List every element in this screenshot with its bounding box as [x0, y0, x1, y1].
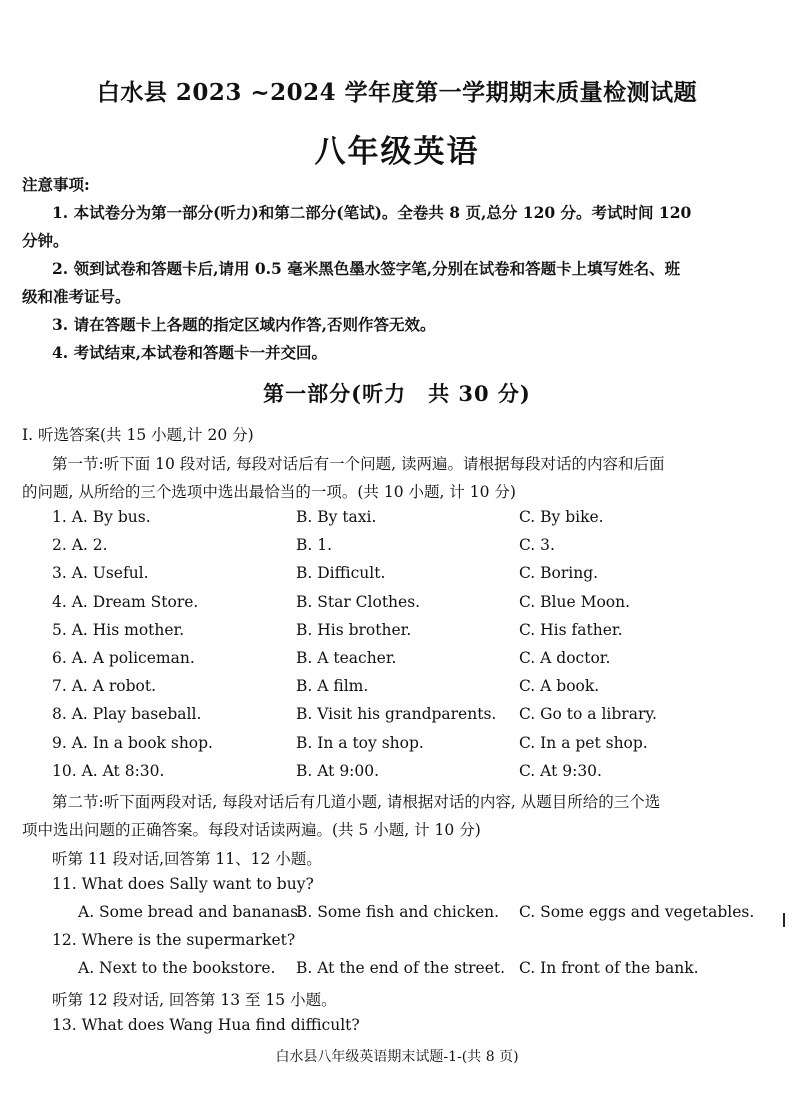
question-5-option-a: 5. A. His mother.: [52, 621, 185, 639]
question-11-stem: 11. What does Sally want to buy?: [52, 875, 314, 893]
section-one-heading: Ⅰ. 听选答案(共 15 小题,计 20 分): [22, 426, 254, 444]
question-12-option-c: C. In front of the bank.: [519, 959, 699, 977]
question-4-option-a: 4. A. Dream Store.: [52, 593, 199, 611]
question-12-option-a: A. Next to the bookstore.: [78, 959, 276, 977]
dialog-12-intro: 听第 12 段对话, 回答第 13 至 15 小题。: [52, 991, 337, 1009]
question-9-option-a: 9. A. In a book shop.: [52, 734, 213, 752]
question-11-option-c: C. Some eggs and vegetables.: [519, 903, 755, 921]
part-one-title: 第一部分(听力 共 30 分): [263, 381, 531, 406]
question-11-option-a: A. Some bread and bananas.: [78, 903, 303, 921]
notice-item-2-line-2: 级和准考证号。: [22, 287, 131, 306]
exam-subject: 八年级英语: [314, 134, 480, 170]
notice-item-3: 3. 请在答题卡上各题的指定区域内作答,否则作答无效。: [52, 315, 436, 334]
question-1-option-c: C. By bike.: [519, 508, 604, 526]
question-3-option-b: B. Difficult.: [296, 564, 386, 582]
question-1-option-b: B. By taxi.: [296, 508, 377, 526]
subsection-one-instructions-line-2: 的问题, 从所给的三个选项中选出最恰当的一项。(共 10 小题, 计 10 分): [22, 483, 516, 501]
question-8-option-b: B. Visit his grandparents.: [296, 705, 497, 723]
notice-heading: 注意事项:: [22, 175, 90, 194]
question-6-option-b: B. A teacher.: [296, 649, 397, 667]
notice-item-2-line-1: 2. 领到试卷和答题卡后,请用 0.5 毫米黑色墨水签字笔,分别在试卷和答题卡上填写姓名、班: [52, 259, 681, 278]
notice-item-1-line-1: 1. 本试卷分为第一部分(听力)和第二部分(笔试)。全卷共 8 页,总分 120 分。考试时间 120: [52, 203, 692, 222]
subsection-two-instructions-line-2: 项中选出问题的正确答案。每段对话读两遍。(共 5 小题, 计 10 分): [22, 821, 481, 839]
dialog-11-intro: 听第 11 段对话,回答第 11、12 小题。: [52, 850, 322, 868]
question-6-option-a: 6. A. A policeman.: [52, 649, 195, 667]
exam-title: 白水县 2023 ~2024 学年度第一学期期末质量检测试题: [96, 79, 698, 106]
question-7-option-b: B. A film.: [296, 677, 369, 695]
question-4-option-c: C. Blue Moon.: [519, 593, 631, 611]
question-2-option-a: 2. A. 2.: [52, 536, 108, 554]
question-8-option-c: C. Go to a library.: [519, 705, 657, 723]
question-3-option-c: C. Boring.: [519, 564, 599, 582]
question-8-option-a: 8. A. Play baseball.: [52, 705, 202, 723]
question-9-option-b: B. In a toy shop.: [296, 734, 424, 752]
scan-mark: [783, 913, 785, 927]
subsection-one-instructions-line-1: 第一节:听下面 10 段对话, 每段对话后有一个问题, 读两遍。请根据每段对话的内容和后面: [52, 455, 665, 473]
question-3-option-a: 3. A. Useful.: [52, 564, 149, 582]
question-7-option-a: 7. A. A robot.: [52, 677, 157, 695]
question-6-option-c: C. A doctor.: [519, 649, 611, 667]
question-12-option-b: B. At the end of the street.: [296, 959, 506, 977]
question-10-option-a: 10. A. At 8:30.: [52, 762, 165, 780]
question-13-stem: 13. What does Wang Hua find difficult?: [52, 1016, 360, 1034]
question-2-option-c: C. 3.: [519, 536, 555, 554]
question-7-option-c: C. A book.: [519, 677, 600, 695]
notice-item-4: 4. 考试结束,本试卷和答题卡一并交回。: [52, 343, 327, 362]
question-11-option-b: B. Some fish and chicken.: [296, 903, 500, 921]
notice-item-1-line-2: 分钟。: [22, 231, 69, 250]
question-1-option-a: 1. A. By bus.: [52, 508, 151, 526]
question-4-option-b: B. Star Clothes.: [296, 593, 421, 611]
question-5-option-b: B. His brother.: [296, 621, 412, 639]
question-10-option-c: C. At 9:30.: [519, 762, 602, 780]
question-9-option-c: C. In a pet shop.: [519, 734, 648, 752]
question-5-option-c: C. His father.: [519, 621, 623, 639]
subsection-two-instructions-line-1: 第二节:听下面两段对话, 每段对话后有几道小题, 请根据对话的内容, 从题目所给的三个选: [52, 793, 661, 811]
question-12-stem: 12. Where is the supermarket?: [52, 931, 296, 949]
page-footer: 白水县八年级英语期末试题-1-(共 8 页): [275, 1049, 519, 1065]
question-10-option-b: B. At 9:00.: [296, 762, 380, 780]
question-2-option-b: B. 1.: [296, 536, 333, 554]
